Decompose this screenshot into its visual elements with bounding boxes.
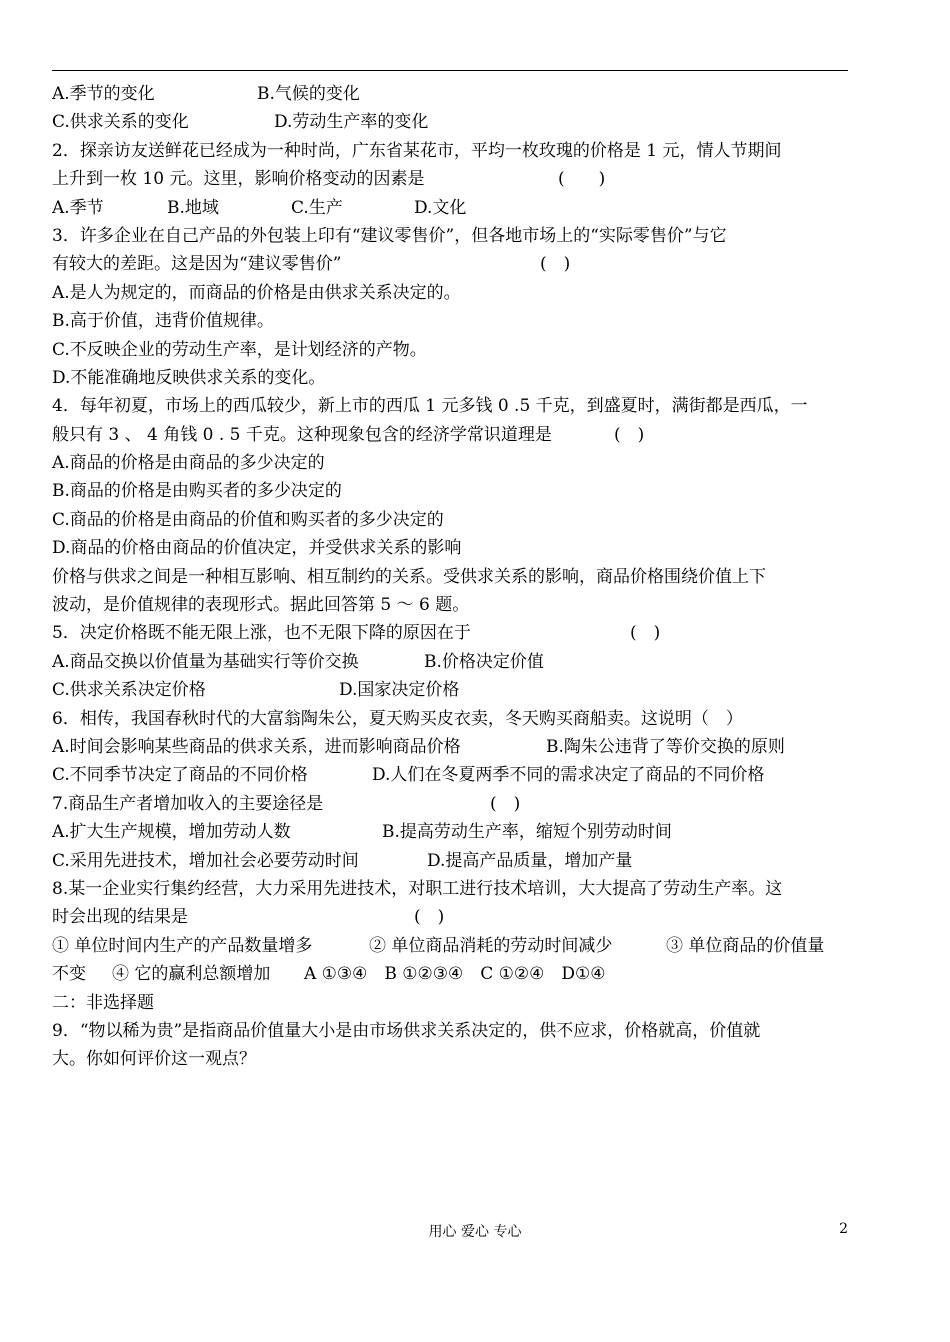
q2-option-b: B.地域: [167, 197, 219, 218]
q7-option-b: B.提高劳动生产率，缩短个别劳动时间: [382, 822, 672, 843]
q1-option-d: D.劳动生产率的变化: [274, 112, 429, 133]
q9-line2: 大。你如何评价这一观点？: [52, 1049, 256, 1070]
document-body: [52, 80, 848, 1074]
q4-option-c: C.商品的价格是由商品的价值和购买者的多少决定的: [52, 509, 444, 530]
q6-option-c: C.不同季节决定了商品的不同价格: [52, 765, 308, 786]
q5-options-row1: [52, 648, 848, 676]
q5-option-b: B.价格决定价值: [424, 651, 544, 672]
footer-motto: 用心 爱心 专心: [428, 1224, 522, 1240]
q4-stem-line1: 4．每年初夏，市场上的西瓜较少，新上市的西瓜 1 元多钱 0 .5 千克，到盛夏时，满街都是西瓜，一: [52, 396, 808, 417]
q9-line1: 9．“物以稀为贵”是指商品价值量大小是由市场供求关系决定的，供不应求，价格就高，价值就: [52, 1020, 761, 1041]
q8-answer-blank: ( ): [414, 907, 445, 928]
q5-options-row2: [52, 676, 848, 704]
q4-option-b: B.商品的价格是由购买者的多少决定的: [52, 481, 342, 502]
q3-stem-line1: 3．许多企业在自己产品的外包装上印有“建议零售价”，但各地市场上的“实际零售价”与它: [52, 225, 727, 246]
q4-option-a: A.商品的价格是由商品的多少决定的: [52, 453, 325, 474]
q1-option-b: B.气候的变化: [257, 84, 360, 104]
q5-answer-blank: ( ): [630, 623, 661, 644]
q2-stem-line2: [52, 165, 848, 193]
q4-stem-line2: [52, 421, 848, 449]
q3-stem-line2: [52, 250, 848, 278]
q3-answer-blank: ( ): [540, 254, 571, 275]
q7-answer-blank: ( ): [490, 793, 521, 814]
q6-options-row2: [52, 761, 848, 789]
q5-stem-line: [52, 619, 848, 647]
q7-option-c: C.采用先进技术，增加社会必要劳动时间: [52, 850, 359, 871]
q8-stem-text: 时会出现的结果是: [52, 907, 188, 928]
q7-option-a: A.扩大生产规模，增加劳动人数: [52, 822, 291, 843]
q2-option-d: D.文化: [414, 197, 467, 218]
q8-statements-row2: [52, 960, 848, 988]
q2-stem-line1: 2．探亲访友送鲜花已经成为一种时尚，广东省某花市，平均一枚玫瑰的价格是 1 元，情人节期间: [52, 140, 782, 161]
q2-stem-text: 上升到一枚 10 元。这里，影响价格变动的因素是: [52, 169, 425, 190]
q8-statement-3: ③ 单位商品的价值量: [666, 935, 825, 956]
q3-option-c: C.不反映企业的劳动生产率，是计划经济的产物。: [52, 339, 427, 360]
q8-statements-row1: [52, 932, 848, 960]
q7-option-d: D.提高产品质量，增加产量: [427, 850, 633, 871]
q3-option-b: B.高于价值，违背价值规律。: [52, 311, 274, 332]
intro-5-6-line2: 波动，是价值规律的表现形式。据此回答第 5 ～ 6 题。: [52, 595, 470, 616]
q8-choices: A ①③④ B ①②③④ C ①②④ D①④: [304, 964, 606, 985]
q8-stem-line2: [52, 903, 848, 931]
q1-option-c: C.供求关系的变化: [52, 112, 189, 133]
q8-stem-line1: 8.某一企业实行集约经营，大力采用先进技术，对职工进行技术培训，大大提高了劳动生产率。这: [52, 878, 783, 899]
q5-option-a: A.商品交换以价值量为基础实行等价交换: [52, 651, 359, 672]
q1-options-row2: [52, 108, 848, 136]
q6-stem: 6．相传，我国春秋时代的大富翁陶朱公，夏天购买皮衣卖，冬天购买商船卖。这说明（ ）: [52, 708, 743, 729]
q6-options-row1: [52, 733, 848, 761]
q7-options-row2: [52, 847, 848, 875]
section-heading-non-choice: 二：非选择题: [52, 992, 154, 1013]
q5-stem-text: 5．决定价格既不能无限上涨，也不无限下降的原因在于: [52, 623, 471, 644]
q3-option-d: D.不能准确地反映供求关系的变化。: [52, 367, 326, 388]
q8-statement-3-cont: 不变: [52, 964, 86, 985]
q5-option-c: C.供求关系决定价格: [52, 680, 206, 701]
q1-option-a: A.季节的变化: [52, 84, 155, 104]
q5-option-d: D.国家决定价格: [339, 680, 460, 701]
q7-stem-text: 7.商品生产者增加收入的主要途径是: [52, 793, 324, 814]
q8-statement-4: ④ 它的赢利总额增加: [112, 964, 271, 985]
q6-option-b: B.陶朱公违背了等价交换的原则: [546, 736, 785, 757]
intro-5-6-line1: 价格与供求之间是一种相互影响、相互制约的关系。受供求关系的影响，商品价格围绕价值上下: [52, 566, 766, 587]
q6-option-a: A.时间会影响某些商品的供求关系，进而影响商品价格: [52, 736, 461, 757]
q4-option-d: D.商品的价格由商品的价值决定，并受供求关系的影响: [52, 538, 462, 559]
header-rule: [52, 70, 848, 71]
q2-option-a: A.季节: [52, 197, 104, 218]
q8-statement-1: ① 单位时间内生产的产品数量增多: [52, 935, 313, 956]
q3-option-a: A.是人为规定的，而商品的价格是由供求关系决定的。: [52, 282, 461, 303]
q4-answer-blank: ( ): [614, 424, 645, 445]
q4-stem-text: 般只有 3 、 4 角钱 0 . 5 千克。这种现象包含的经济学常识道理是: [52, 424, 552, 445]
q6-option-d: D.人们在冬夏两季不同的需求决定了商品的不同价格: [372, 765, 765, 786]
q8-statement-2: ② 单位商品消耗的劳动时间减少: [369, 935, 613, 956]
q7-stem-line: [52, 790, 848, 818]
q2-options: [52, 194, 848, 222]
q1-options-row1: [52, 80, 848, 108]
q2-answer-blank: ( ): [558, 169, 606, 190]
q7-options-row1: [52, 818, 848, 846]
q3-stem-text: 有较大的差距。这是因为“建议零售价”: [52, 254, 342, 275]
page-number: 2: [839, 1221, 848, 1237]
q2-option-c: C.生产: [291, 197, 343, 218]
